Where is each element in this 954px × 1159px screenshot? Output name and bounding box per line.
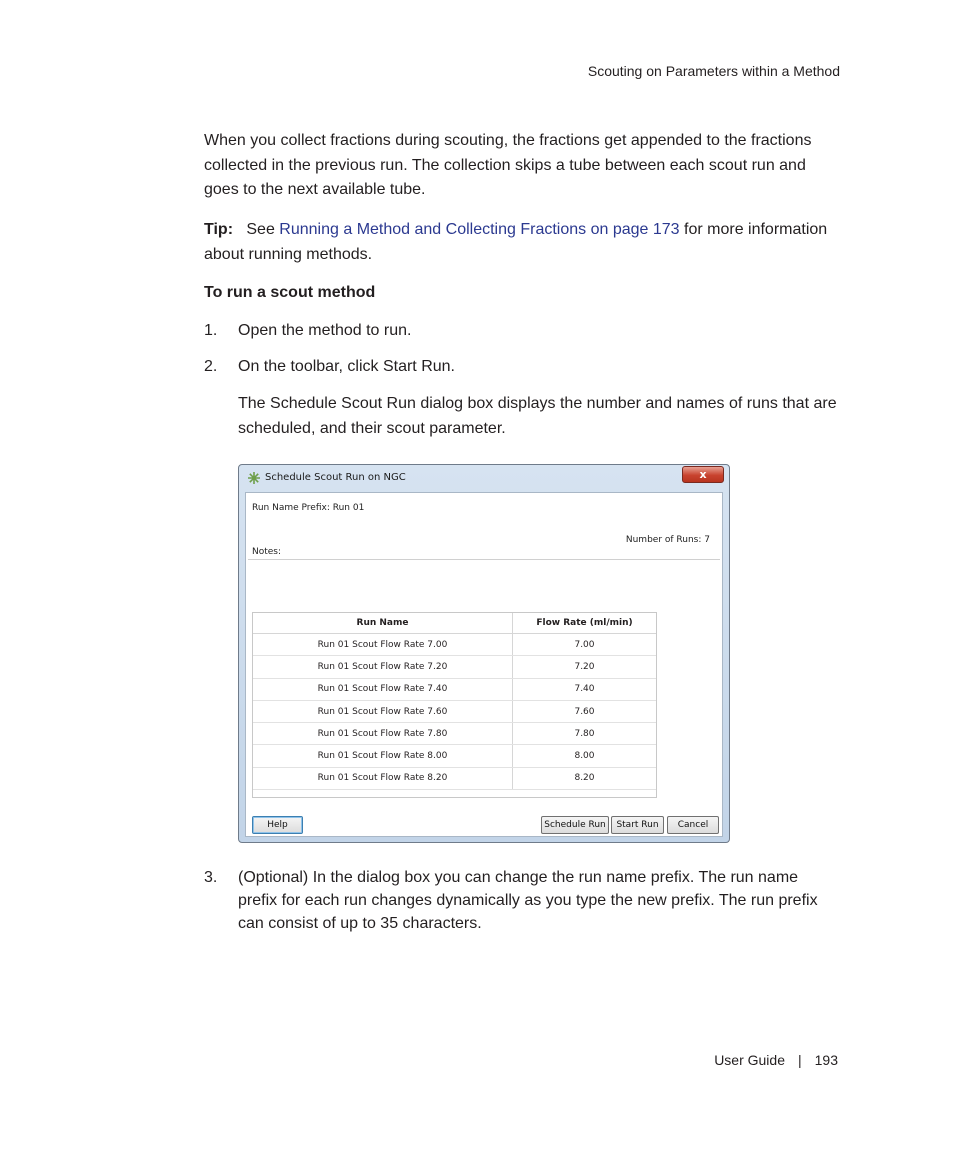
- table-row[interactable]: [253, 679, 656, 701]
- cell-run-name: Run 01 Scout Flow Rate 8.20: [253, 768, 513, 789]
- tip-link[interactable]: Running a Method and Collecting Fractions on page 173: [279, 221, 680, 238]
- cell-run-name: Run 01 Scout Flow Rate 7.00: [253, 634, 513, 655]
- notes-label: Notes:: [252, 547, 282, 557]
- step-2-note: The Schedule Scout Run dialog box displays the number and names of runs that are scheduled, and their scout parameter.: [238, 395, 837, 437]
- schedule-run-button[interactable]: Schedule Run: [541, 816, 609, 834]
- tip-label: Tip:: [204, 221, 234, 238]
- cell-flow-rate: 7.60: [574, 706, 595, 717]
- dialog-titlebar[interactable]: [239, 465, 729, 491]
- cell-run-name: Run 01 Scout Flow Rate 8.00: [253, 745, 513, 766]
- cell-flow-rate: 8.00: [574, 751, 595, 762]
- step-text: Open the method to run.: [238, 322, 412, 339]
- dialog-client-area: [245, 492, 723, 837]
- cell-flow-rate: 7.00: [574, 639, 595, 650]
- column-header-flow-rate[interactable]: Flow Rate (ml/min): [536, 618, 633, 628]
- cell-run-name: Run 01 Scout Flow Rate 7.60: [253, 701, 513, 722]
- step-number: 3.: [204, 869, 218, 886]
- page-footer: [714, 1052, 838, 1068]
- dialog-title: Schedule Scout Run on NGC: [265, 472, 406, 483]
- tip-post: for more information about running methods.: [204, 221, 828, 263]
- table-header: [253, 613, 656, 634]
- table-row[interactable]: [253, 634, 656, 656]
- footer-guide: User Guide: [714, 1052, 785, 1068]
- app-icon: [247, 471, 261, 485]
- cell-run-name: Run 01 Scout Flow Rate 7.20: [253, 656, 513, 677]
- step-text: On the toolbar, click Start Run.: [238, 358, 455, 375]
- close-button[interactable]: x: [682, 466, 724, 483]
- help-button[interactable]: Help: [252, 816, 303, 834]
- tip-paragraph: [204, 218, 844, 267]
- section-heading: To run a scout method: [204, 284, 376, 301]
- cancel-button[interactable]: Cancel: [667, 816, 719, 834]
- table-row[interactable]: [253, 723, 656, 745]
- cell-flow-rate: 7.20: [574, 661, 595, 672]
- run-name-prefix-field[interactable]: Run Name Prefix: Run 01: [252, 503, 365, 513]
- table-row[interactable]: [253, 701, 656, 723]
- page-number: 193: [814, 1052, 838, 1068]
- table-row[interactable]: [253, 768, 656, 790]
- number-of-runs: Number of Runs: 7: [625, 535, 710, 545]
- notes-divider: [248, 559, 720, 560]
- step-text: (Optional) In the dialog box you can change the run name prefix. The run name prefix for each run changes dynamically as you type the new prefix. The run prefix can consist of up to 35 characters.: [238, 869, 818, 932]
- cell-flow-rate: 7.80: [574, 728, 595, 739]
- column-header-run-name[interactable]: Run Name: [253, 613, 513, 633]
- tip-pre: See: [246, 221, 275, 238]
- scout-runs-table: [252, 612, 657, 798]
- step-number: 2.: [204, 358, 218, 375]
- cell-run-name: Run 01 Scout Flow Rate 7.80: [253, 723, 513, 744]
- footer-separator: |: [798, 1052, 802, 1068]
- cell-flow-rate: 8.20: [574, 773, 595, 784]
- intro-paragraph: When you collect fractions during scouting, the fractions get appended to the fractions collected in the previous run. The collection skips a tube between each scout run and goes to the next available tube.: [204, 132, 812, 198]
- notes-input[interactable]: [252, 561, 712, 601]
- start-run-button[interactable]: Start Run: [611, 816, 664, 834]
- cell-run-name: Run 01 Scout Flow Rate 7.40: [253, 679, 513, 700]
- cell-flow-rate: 7.40: [574, 684, 595, 695]
- running-header: Scouting on Parameters within a Method: [587, 63, 840, 79]
- schedule-scout-run-dialog: [238, 464, 730, 843]
- table-row[interactable]: [253, 745, 656, 767]
- table-row[interactable]: [253, 656, 656, 678]
- step-number: 1.: [204, 322, 218, 339]
